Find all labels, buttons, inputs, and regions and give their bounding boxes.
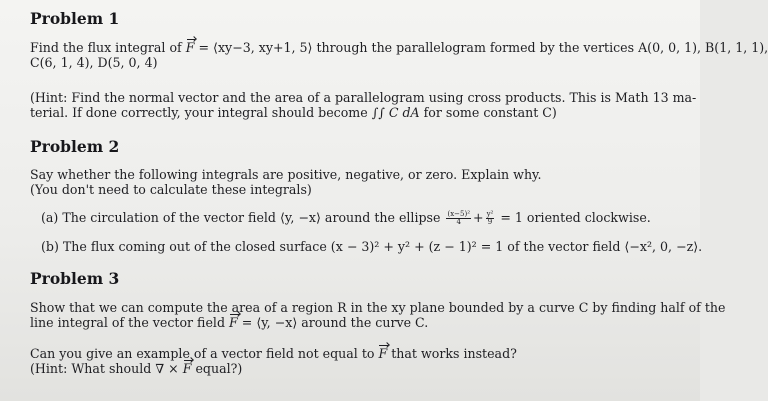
problem-2-part-a bbox=[41, 211, 651, 226]
ellipse-fraction-x: $\frac{\text{(x−5)²}}{4}$ bbox=[447, 210, 471, 226]
problem-1-field-and-vertices: = ⟨xy−3, xy+1, 5⟩ through the parallelogram formed by the vertices A(0, 0, 1), B(1, 1, 1), bbox=[194, 40, 768, 55]
problem-3-text-end: = ⟨y, −x⟩ around the curve C. bbox=[237, 315, 429, 330]
hint-text-end: for some constant C) bbox=[419, 105, 557, 120]
hint-text-end: equal?) bbox=[191, 361, 243, 376]
problem-1-statement-line-1 bbox=[30, 41, 768, 55]
problem-2-statement-line-2: (You don't need to calculate these integrals) bbox=[30, 182, 312, 197]
problem-1-statement-line-2: C(6, 1, 4), D(5, 0, 4) bbox=[30, 55, 158, 70]
part-a-text-end: = 1 oriented clockwise. bbox=[496, 210, 651, 225]
vector-f-symbol: F bbox=[229, 315, 238, 330]
part-a-text: (a) The circulation of the vector field ⟨y, −x⟩ around the ellipse bbox=[41, 210, 445, 225]
problem-3-statement-line-1: Show that we can compute the area of a region R in the xy plane bounded by a curve C by finding half of the bbox=[30, 300, 726, 315]
problem-3-hint bbox=[30, 362, 242, 376]
problem-2-statement-line-1: Say whether the following integrals are positive, negative, or zero. Explain why. bbox=[30, 167, 542, 182]
problem-1-heading: Problem 1 bbox=[30, 9, 120, 28]
problem-1-text: Find the flux integral of bbox=[30, 40, 186, 55]
ellipse-fraction-y: $\frac{\text{y²}}{9}$ bbox=[486, 210, 494, 226]
hint-integral: ∫∫ C dA bbox=[371, 105, 420, 120]
plus-sign: + bbox=[473, 210, 484, 225]
vector-f-symbol: F bbox=[185, 40, 195, 55]
vector-f-symbol: F bbox=[182, 361, 192, 376]
question-text: Can you give an example of a vector field not equal to bbox=[30, 346, 379, 361]
problem-1-hint-line-2 bbox=[30, 106, 557, 120]
problem-2-heading: Problem 2 bbox=[30, 137, 120, 156]
problem-2-part-b: (b) The flux coming out of the closed surface (x − 3)² + y² + (z − 1)² = 1 of the vector field ⟨−x², 0, −z⟩. bbox=[41, 239, 703, 254]
problem-3-question bbox=[30, 347, 517, 361]
problem-1-hint-line-1: (Hint: Find the normal vector and the area of a parallelogram using cross products. This is Math 13 ma- bbox=[30, 90, 697, 105]
hint-text: (Hint: What should ∇ × bbox=[30, 361, 183, 376]
hint-text: terial. If done correctly, your integral should become bbox=[30, 105, 372, 120]
problem-3-statement-line-2 bbox=[30, 316, 428, 330]
problem-3-heading: Problem 3 bbox=[30, 269, 120, 288]
question-text-end: that works instead? bbox=[387, 346, 517, 361]
problem-3-text: line integral of the vector field bbox=[30, 315, 230, 330]
vector-f-symbol: F bbox=[378, 346, 388, 361]
